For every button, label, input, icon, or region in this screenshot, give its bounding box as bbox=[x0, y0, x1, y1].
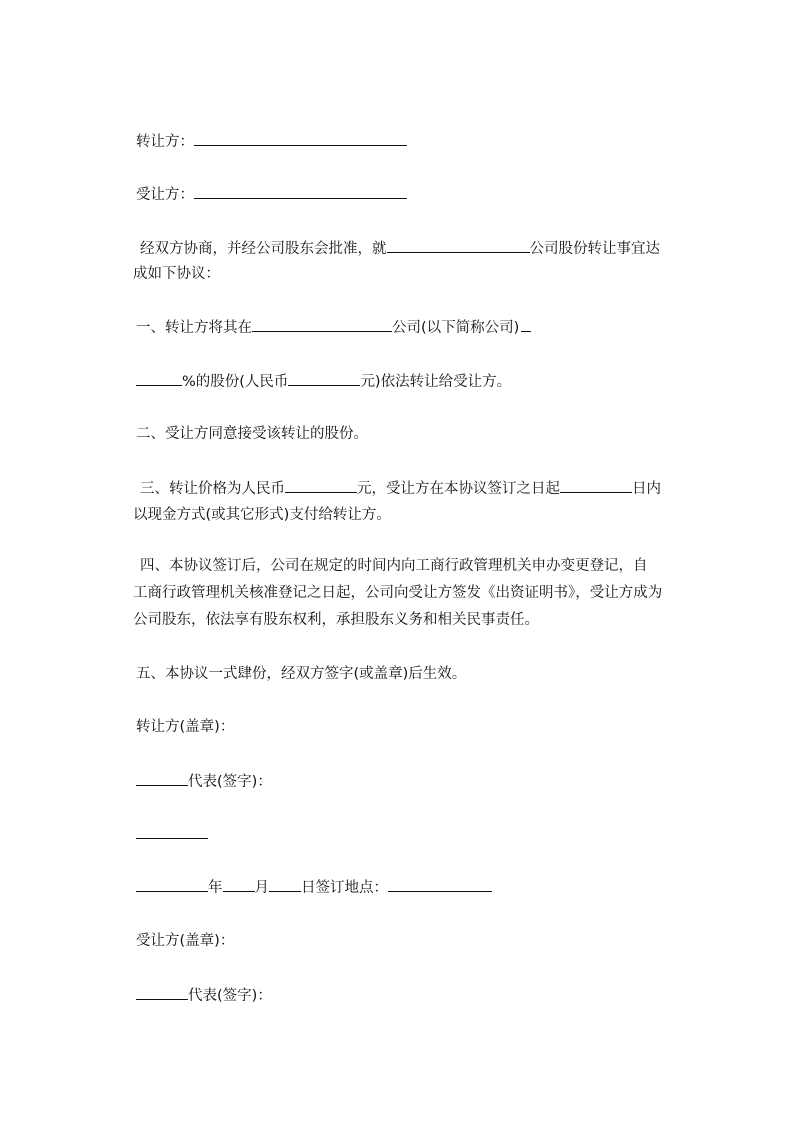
rep-name-blank-1[interactable] bbox=[136, 771, 188, 786]
clause-3-text-c: 日内 bbox=[632, 481, 661, 497]
signature-blank[interactable] bbox=[136, 824, 208, 839]
clause-1-line-2-text-b: 元)依法转让给受让方。 bbox=[360, 374, 512, 390]
clause-3-line-1 bbox=[140, 478, 661, 499]
transferee-blank[interactable] bbox=[194, 184, 407, 199]
representative-sign-1 bbox=[136, 771, 272, 792]
days-blank[interactable] bbox=[560, 478, 632, 493]
transferee-label: 受让方： bbox=[136, 187, 194, 203]
rep-sign-label-2: 代表(签字)： bbox=[188, 988, 272, 1004]
price-blank[interactable] bbox=[285, 478, 357, 493]
representative-sign-2 bbox=[136, 985, 272, 1006]
transferor-line bbox=[136, 131, 407, 152]
date-place-line bbox=[136, 877, 492, 898]
place-blank[interactable] bbox=[388, 877, 492, 892]
clause-4-line-1: 四、本协议签订后，公司在规定的时间内向工商行政管理机关申办变更登记，自 bbox=[140, 558, 648, 574]
clause-4-line-2: 工商行政管理机关核准登记之日起，公司向受让方签发《出资证明书》，受让方成为 bbox=[133, 585, 663, 601]
clause-4-line-3: 公司股东，依法享有股东权利，承担股东义务和相关民事责任。 bbox=[133, 612, 539, 628]
year-blank[interactable] bbox=[136, 877, 208, 892]
transferor-blank[interactable] bbox=[194, 131, 407, 146]
day-blank[interactable] bbox=[269, 877, 301, 892]
rep-sign-label-1: 代表(签字)： bbox=[188, 774, 272, 790]
year-label: 年 bbox=[208, 880, 223, 896]
transferor-label: 转让方： bbox=[136, 134, 194, 150]
clause-2: 二、受让方同意接受该转让的股份。 bbox=[136, 426, 368, 442]
company-name-blank-2[interactable] bbox=[252, 317, 392, 332]
transferee-seal: 受让方(盖章)： bbox=[136, 933, 235, 949]
transferor-seal: 转让方(盖章)： bbox=[136, 719, 235, 735]
clause-1-line-2-text-a: %的股份(人民币 bbox=[182, 374, 289, 390]
clause-3-text-a: 三、转让价格为人民币 bbox=[140, 481, 285, 497]
month-label: 月 bbox=[254, 880, 269, 896]
clause-1-trailing-blank[interactable] bbox=[521, 317, 531, 332]
intro-text-b: 公司股份转让事宜达 bbox=[529, 241, 660, 257]
clause-3-line-2: 以现金方式(或其它形式)支付给转让方。 bbox=[133, 507, 391, 523]
clause-5: 五、本协议一式肆份，经双方签字(或盖章)后生效。 bbox=[136, 666, 467, 682]
clause-3-text-b: 元，受让方在本协议签订之日起 bbox=[357, 481, 560, 497]
clause-1-text-a: 一、转让方将其在 bbox=[136, 320, 252, 336]
intro-line-2: 成如下协议： bbox=[133, 266, 220, 282]
rep-name-blank-2[interactable] bbox=[136, 985, 188, 1000]
month-blank[interactable] bbox=[223, 877, 255, 892]
amount-blank-1[interactable] bbox=[288, 371, 360, 386]
day-place-label: 日签订地点： bbox=[301, 880, 388, 896]
transferee-line bbox=[136, 184, 407, 205]
clause-1-line-2 bbox=[136, 371, 511, 392]
signature-line bbox=[136, 824, 208, 845]
percent-blank[interactable] bbox=[136, 371, 182, 386]
clause-1-text-b: 公司(以下简称公司) bbox=[392, 320, 520, 336]
company-name-blank-1[interactable] bbox=[387, 238, 530, 253]
intro-text-a: 经双方协商，并经公司股东会批准，就 bbox=[140, 241, 387, 257]
clause-1-line-1 bbox=[136, 317, 531, 338]
intro-line-1 bbox=[140, 238, 660, 259]
